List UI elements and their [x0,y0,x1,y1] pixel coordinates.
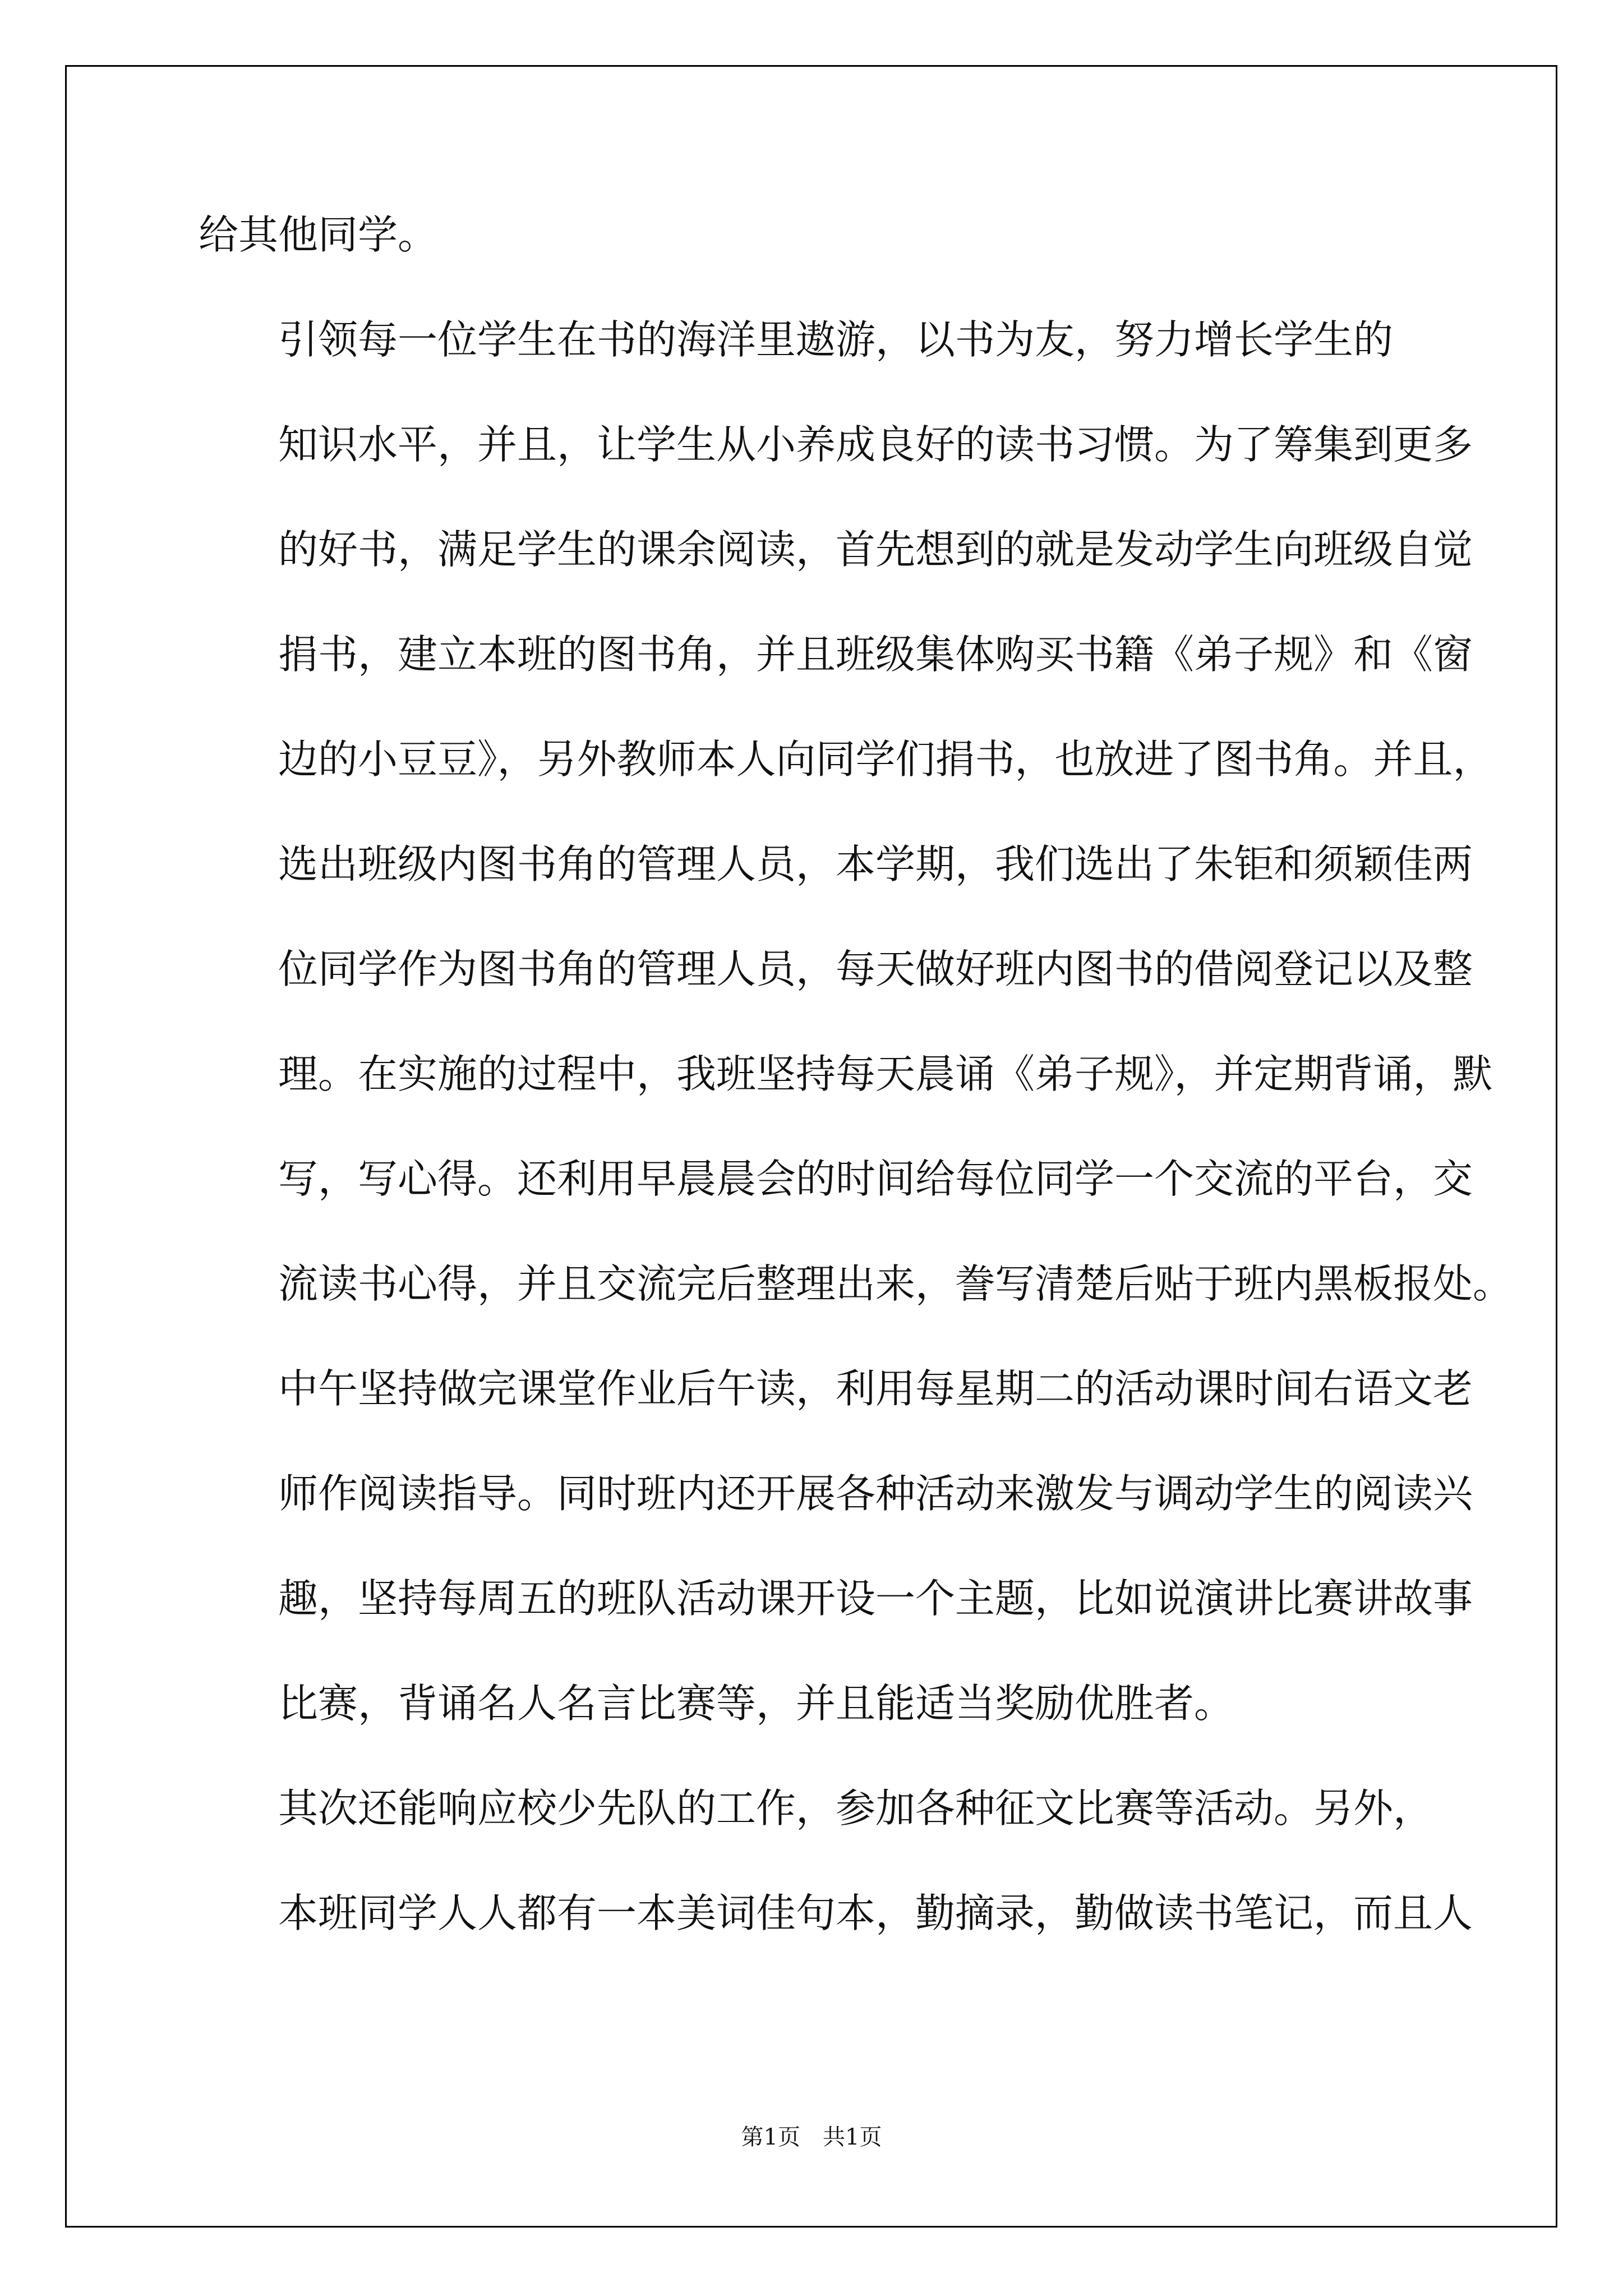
text-line: 写，写心得。还利用早晨晨会的时间给每位同学一个交流的平台，交 [278,1156,1473,1202]
text-line: 位同学作为图书角的管理人员，每天做好班内图书的借阅登记以及整 [278,946,1473,992]
text-line: 捐书，建立本班的图书角，并且班级集体购买书籍《弟子规》和《窗 [278,631,1473,678]
text-line: 比赛，背诵名人名言比赛等，并且能适当奖励优胜者。 [278,1680,1234,1727]
paragraph [199,287,1513,1756]
text-line: 边的小豆豆》，另外教师本人向同学们捐书，也放进了图书角。并且， [278,736,1493,783]
text-line: 其次还能响应校少先队的工作，参加各种征文比赛等活动。另外， [278,1785,1433,1832]
text-line: 选出班级内图书角的管理人员，本学期，我们选出了朱钜和须颖佳两 [278,841,1473,887]
paragraph [199,1756,1473,1966]
text-line: 中午坚持做完课堂作业后午读，利用每星期二的活动课时间右语文老 [278,1365,1473,1412]
text-line: 引领每一位学生在书的海洋里遨游，以书为友，努力增长学生的 [278,316,1394,363]
page-footer: 第1页 共1页 [741,2124,882,2150]
text-line: 流读书心得，并且交流完后整理出来，誊写清楚后贴于班内黑板报处。 [278,1260,1513,1307]
text-line: 趣，坚持每周五的班队活动课开设一个主题，比如说演讲比赛讲故事 [278,1575,1473,1622]
text-line: 的好书，满足学生的课余阅读，首先想到的就是发动学生向班级自觉 [278,526,1473,573]
text-line: 本班同学人人都有一本美词佳句本，勤摘录，勤做读书笔记，而且人 [278,1890,1473,1936]
text-line: 知识水平，并且，让学生从小养成良好的读书习惯。为了筹集到更多 [278,421,1473,468]
text-line: 理。在实施的过程中，我班坚持每天晨诵《弟子规》，并定期背诵，默 [278,1051,1493,1097]
text-line: 师作阅读指导。同时班内还开展各种活动来激发与调动学生的阅读兴 [278,1470,1473,1517]
paragraph [199,182,1440,287]
text-line: 给其他同学。 [199,211,438,258]
document-body [199,182,1513,1966]
